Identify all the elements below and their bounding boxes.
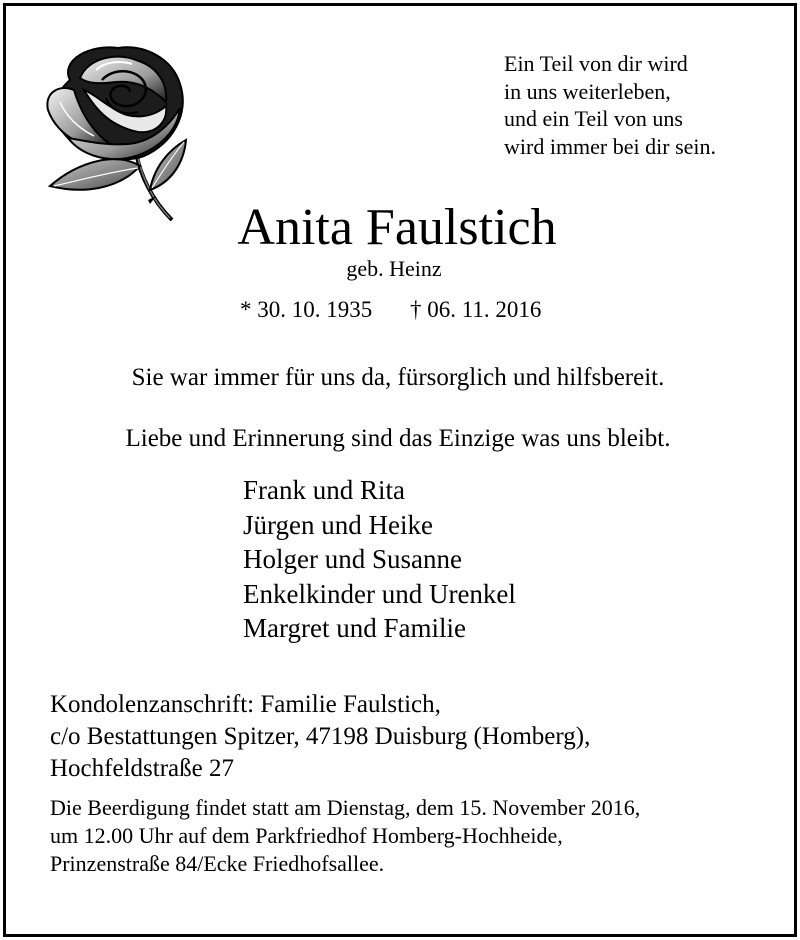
tribute-text: Sie war immer für uns da, fürsorglich und hilfsbereit.: [131, 364, 665, 391]
tribute-line-2: [0, 423, 800, 455]
poem: [504, 50, 716, 160]
mourner-item: Enkelkinder und Urenkel: [243, 578, 516, 609]
death-date: † 06. 11. 2016: [410, 297, 542, 322]
mourner-item: Margret und Familie: [243, 613, 466, 643]
funeral-line: um 12.00 Uhr auf dem Parkfriedhof Homberg-Hochheide,: [50, 823, 563, 848]
condolence-line: Hochfeldstraße 27: [50, 755, 234, 782]
maiden-name-text: geb. Heinz: [346, 256, 442, 281]
funeral-info: [50, 794, 640, 878]
poem-line: wird immer bei dir sein.: [504, 133, 717, 159]
birth-date: * 30. 10. 1935: [240, 297, 373, 322]
tribute-text: Liebe und Erinnerung sind das Einzige was uns bleibt.: [125, 425, 671, 452]
funeral-line: Die Beerdigung findet statt am Dienstag, dem 15. November 2016,: [50, 795, 641, 820]
mourner-item: Jürgen und Heike: [243, 509, 433, 540]
mourner-item: Holger und Susanne: [243, 544, 462, 574]
poem-line: Ein Teil von dir wird: [504, 51, 688, 76]
tribute-line-1: [0, 362, 800, 394]
poem-line: und ein Teil von uns: [504, 106, 683, 131]
funeral-line: Prinzenstraße 84/Ecke Friedhofsallee.: [50, 851, 385, 876]
deceased-name: [0, 196, 800, 260]
mourner-item: Frank und Rita: [243, 475, 405, 505]
maiden-name: [0, 256, 800, 282]
condolence-address: [50, 689, 590, 785]
poem-line: in uns weiterleben,: [504, 78, 671, 104]
deceased-name-text: Anita Faulstich: [237, 199, 557, 256]
mourners-list: [243, 473, 516, 646]
condolence-line: c/o Bestattungen Spitzer, 47198 Duisburg (Homberg),: [50, 723, 591, 750]
condolence-line: Kondolenzanschrift: Familie Faulstich,: [50, 691, 441, 718]
